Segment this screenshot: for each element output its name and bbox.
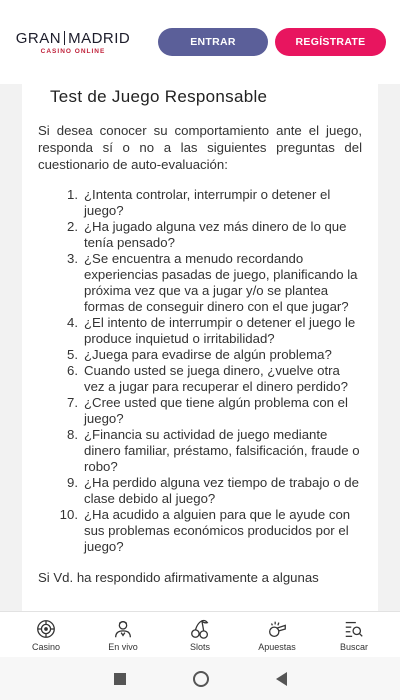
question-item — [38, 507, 362, 555]
nav-item-buscar[interactable] — [324, 612, 384, 657]
question-text: ¿El intento de interrumpir o detener el juego le produce inquietud o irritabilidad? — [84, 315, 356, 346]
logo-text-madrid: MADRID — [68, 29, 131, 47]
register-button[interactable]: REGÍSTRATE — [275, 28, 386, 56]
bottom-navigation — [0, 611, 400, 657]
question-number: 4. — [67, 315, 78, 330]
question-item — [38, 187, 362, 219]
home-icon[interactable] — [193, 671, 209, 687]
logo-subtitle: CASINO ONLINE — [40, 47, 106, 55]
question-item — [38, 363, 362, 395]
cherries-icon — [189, 618, 211, 640]
question-number: 7. — [67, 395, 78, 410]
question-item — [38, 251, 362, 315]
question-number: 3. — [67, 251, 78, 266]
content-scroll-area[interactable] — [0, 84, 400, 611]
question-text: ¿Financia su actividad de juego mediante dinero familiar, préstamo, falsificación, fraude o robo? — [84, 427, 360, 474]
recent-apps-icon[interactable] — [114, 673, 126, 685]
question-item — [38, 315, 362, 347]
page-title: Test de Juego Responsable — [50, 87, 268, 106]
system-navigation-bar — [0, 657, 400, 700]
question-number: 6. — [67, 363, 78, 378]
question-item — [38, 427, 362, 475]
nav-item-en-vivo[interactable] — [93, 612, 153, 657]
nav-label-en-vivo: En vivo — [108, 641, 138, 652]
outro-paragraph: Si Vd. ha respondido afirmativamente a algunas — [38, 570, 319, 585]
nav-item-casino[interactable] — [16, 612, 76, 657]
nav-label-slots: Slots — [189, 641, 210, 652]
nav-label-apuestas: Apuestas — [258, 641, 296, 652]
question-text: ¿Cree usted que tiene algún problema con el juego? — [84, 395, 348, 426]
logo-divider — [64, 31, 65, 45]
whistle-icon — [266, 618, 288, 640]
nav-label-buscar: Buscar — [339, 641, 368, 652]
back-icon[interactable] — [276, 672, 287, 686]
question-item — [38, 219, 362, 251]
question-text: ¿Ha acudido a alguien para que le ayude con sus problemas económicos producidos por el juego? — [84, 507, 351, 554]
dealer-icon — [112, 618, 134, 640]
question-number: 9. — [67, 475, 78, 490]
logo-text-gran: GRAN — [15, 29, 62, 47]
question-number: 8. — [67, 427, 78, 442]
app-header — [0, 0, 400, 84]
gran-madrid-logo[interactable] — [14, 30, 132, 55]
responsible-gaming-card — [22, 84, 378, 611]
search-list-icon — [343, 618, 365, 640]
question-item — [38, 475, 362, 507]
question-number: 5. — [67, 347, 78, 362]
question-number: 10. — [59, 507, 78, 522]
question-number: 2. — [67, 219, 78, 234]
nav-item-slots[interactable] — [170, 612, 230, 657]
question-number: 1. — [67, 187, 78, 202]
question-text: ¿Intenta controlar, interrumpir o detener el juego? — [84, 187, 331, 218]
question-text: ¿Ha perdido alguna vez tiempo de trabajo o de clase debido al juego? — [84, 475, 359, 506]
login-button[interactable]: ENTRAR — [158, 28, 268, 56]
question-text: ¿Ha jugado alguna vez más dinero de lo que tenía pensado? — [84, 219, 347, 250]
nav-label-casino: Casino — [31, 641, 60, 652]
questions-list — [38, 187, 362, 555]
roulette-icon — [35, 618, 57, 640]
nav-item-apuestas[interactable] — [247, 612, 307, 657]
question-item — [38, 395, 362, 427]
question-text: ¿Se encuentra a menudo recordando experiencias pasadas de juego, planificando la próxima vez que va a jugar y/o se plantea formas de conseguir dinero con el que jugar? — [84, 251, 358, 314]
intro-paragraph: Si desea conocer su comportamiento ante el juego, responda sí o no a las siguientes preguntas del cuestionario de auto-evaluación: — [38, 123, 362, 172]
question-text: Cuando usted se juega dinero, ¿vuelve otra vez a jugar para recuperar el dinero perdido? — [84, 363, 348, 394]
question-text: ¿Juega para evadirse de algún problema? — [84, 347, 332, 362]
question-item — [38, 347, 362, 363]
